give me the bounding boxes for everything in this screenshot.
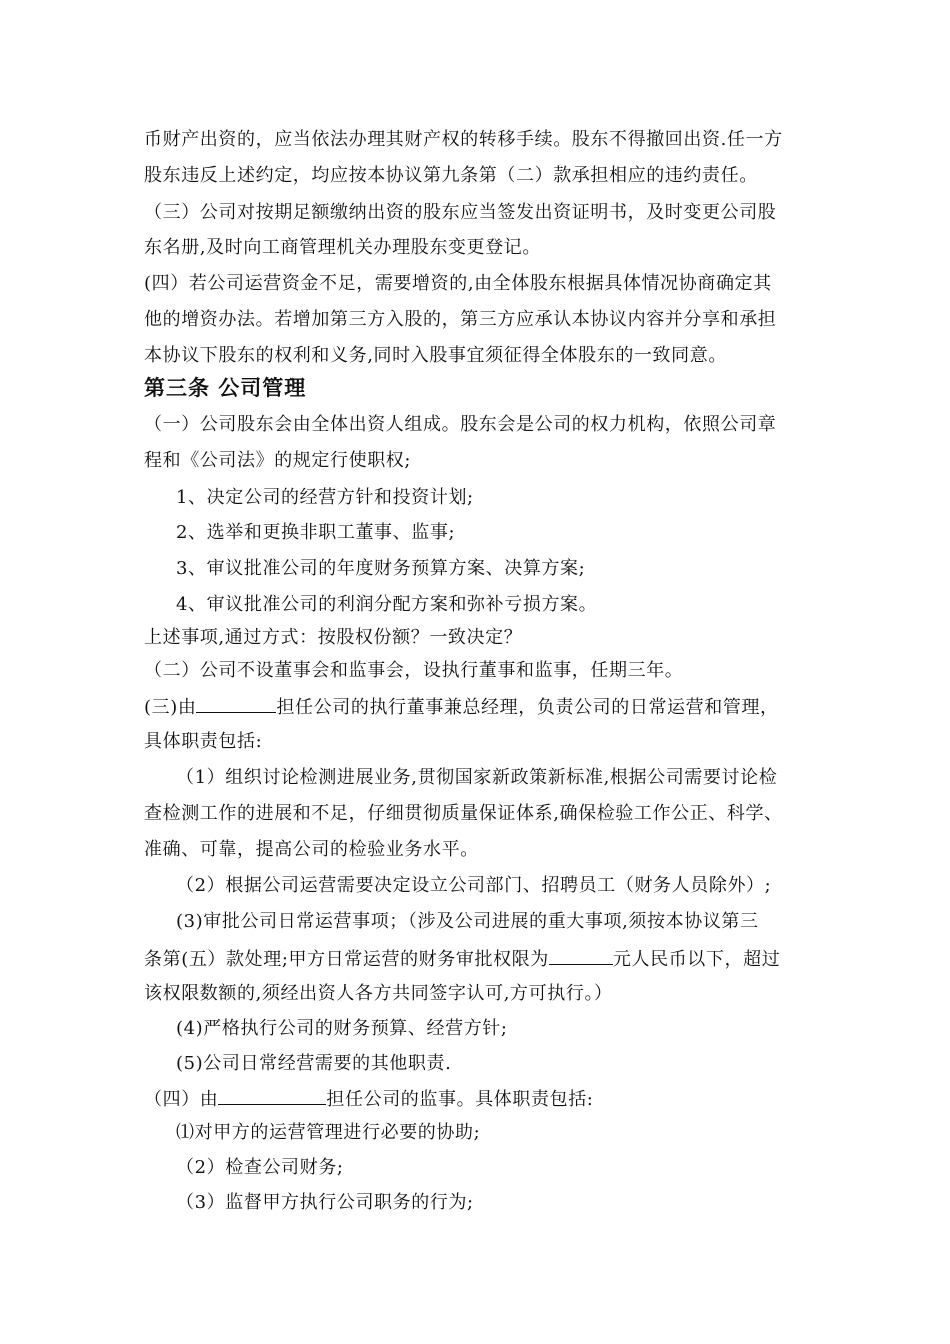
list-item: 2、选举和更换非职工董事、监事; <box>176 522 456 543</box>
supervisor-duty: （2）检查公司财务; <box>176 1157 344 1178</box>
text-line: 股东违反上述约定，均应按本协议第九条第（二）款承担相应的违约责任。 <box>144 165 758 186</box>
text-line: 他的增资办法。若增加第三方入股的，第三方应承认本协议内容并分享和承担 <box>144 309 777 330</box>
duty-line: （2）根据公司运营需要决定设立公司部门、招聘员工（财务人员除外）; <box>176 875 772 896</box>
list-item: 1、决定公司的经营方针和投资计划; <box>176 487 474 508</box>
item-4-prefix: （四）由 <box>144 1089 219 1110</box>
supervisor-duty: ⑴对甲方的运营管理进行必要的协助; <box>176 1122 481 1143</box>
supervisor-duty: （3）监督甲方执行公司职务的行为; <box>176 1192 474 1213</box>
item-4-suffix: 担任公司的监事。具体职责包括: <box>326 1089 594 1110</box>
text-line: 具体职责包括: <box>144 731 263 752</box>
duty-line: （1）组织讨论检测进展业务,贯彻国家新政策新标准,根据公司需要讨论检 <box>176 767 778 788</box>
duty-line: (5)公司日常经营需要的其他职责. <box>176 1053 452 1074</box>
text-line: (四）若公司运营资金不足，需要增资的,由全体股东根据具体情况协商确定其 <box>144 273 772 294</box>
duty-line: 查检测工作的进展和不足，仔细贯彻质量保证体系,确保检验工作公正、科学、 <box>144 803 783 824</box>
text-line: 币财产出资的，应当依法办理其财产权的转移手续。股东不得撤回出资.任一方 <box>144 129 783 150</box>
duty-line: 准确、可靠，提高公司的检验业务水平。 <box>144 839 479 860</box>
duty-line: (3)审批公司日常运营事项；（涉及公司进展的重大事项,须按本协议第三 <box>176 911 759 932</box>
duty-3-prefix: 条第(五）款处理;甲方日常运营的财务审批权限为 <box>144 949 549 970</box>
list-item: 3、审议批准公司的年度财务预算方案、决算方案; <box>176 558 586 579</box>
text-line: （二）公司不设董事会和监事会，设执行董事和监事，任期三年。 <box>144 660 684 681</box>
duty-line: (4)严格执行公司的财务预算、经营方针; <box>176 1018 508 1039</box>
text-line: 程和《公司法》的规定行使职权; <box>144 450 412 471</box>
item-3-line <box>144 694 779 720</box>
director-name-blank <box>196 694 276 713</box>
text-line: 本协议下股东的权利和义务,同时入股事宜须征得全体股东的一致同意。 <box>144 345 727 366</box>
item-3-suffix: 担任公司的执行董事兼总经理，负责公司的日常运营和管理， <box>276 697 779 718</box>
duty-line: 该权限数额的,须经出资人各方共同签字认可,方可执行。） <box>144 983 613 1004</box>
article-3-heading: 第三条 公司管理 <box>144 376 307 400</box>
supervisor-name-blank <box>218 1086 326 1105</box>
text-line: 东名册,及时向工商管理机关办理股东变更登记。 <box>144 237 541 258</box>
text-line: （三）公司对按期足额缴纳出资的股东应当签发出资证明书，及时变更公司股 <box>144 202 777 223</box>
text-line: （一）公司股东会由全体出资人组成。股东会是公司的权力机构，依照公司章 <box>144 414 777 435</box>
duty-3-suffix: 元人民币以下，超过 <box>612 949 781 970</box>
text-line: 上述事项,通过方式：按股权份额？一致决定？ <box>144 627 523 648</box>
amount-blank <box>549 946 613 965</box>
item-4-line <box>144 1086 593 1112</box>
list-item: 4、审议批准公司的利润分配方案和弥补亏损方案。 <box>176 594 598 615</box>
item-3-prefix: (三)由 <box>144 697 197 718</box>
duty-3-line-2 <box>144 946 780 972</box>
